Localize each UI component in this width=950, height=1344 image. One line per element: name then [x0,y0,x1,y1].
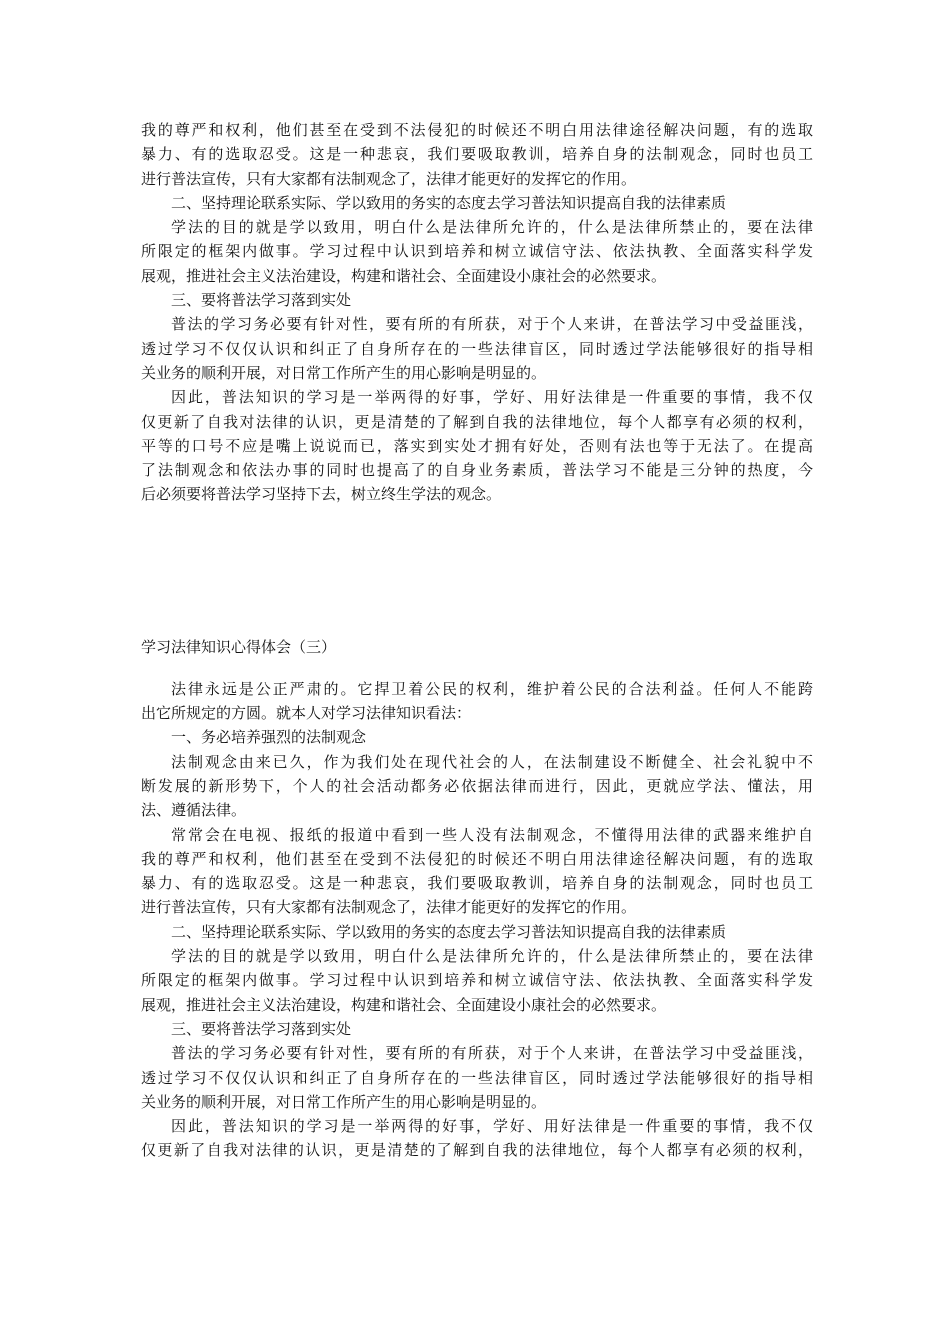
text-line: 三、要将普法学习落到实处 [171,291,352,310]
text-line: 我的尊严和权利，他们甚至在受到不法侵犯的时候还不明白用法律途径解决问题，有的选取 [141,121,813,139]
title-spacer [141,659,813,677]
text-line: 进行普法宣传，只有大家都有法制观念了，法律才能更好的发挥它的作用。 [141,898,637,917]
text-line: 展观，推进社会主义法治建设，构建和谐社会、全面建设小康社会的必然要求。 [141,995,667,1014]
text-line: 透过学习不仅仅认识和纠正了自身所存在的一些法律盲区，同时透过学法能够很好的指导相 [141,1068,813,1087]
text-line: 法制观念由来已久，作为我们处在现代社会的人，在法制建设不断健全、社会礼貌中不 [171,752,813,771]
text-line: 了法制观念和依法办事的同时也提高了的自身业务素质，普法学习不能是三分钟的热度，今 [141,461,813,480]
text-line: 仅更新了自我对法律的认识，更是清楚的了解到自我的法律地位，每个人都享有必须的权利， [141,412,813,431]
section-spacer [141,507,813,635]
text-line: 关业务的顺利开展，对日常工作所产生的用心影响是明显的。 [141,363,547,382]
text-line: 我的尊严和权利，他们甚至在受到不法侵犯的时候还不明白用法律途径解决问题，有的选取 [141,849,813,868]
section-title: 学习法律知识心得体会（三） [141,637,337,656]
text-line: 仅更新了自我对法律的认识，更是清楚的了解到自我的法律地位，每个人都享有必须的权利， [141,1141,813,1160]
text-line: 暴力、有的选取忍受。这是一种悲哀，我们要吸取教训，培养自身的法制观念，同时也员工 [141,145,813,164]
text-line: 普法的学习务必要有针对性，要有所的有所获，对于个人来讲，在普法学习中受益匪浅， [171,1044,813,1063]
body-text-bottom [141,677,813,1163]
text-line: 进行普法宣传，只有大家都有法制观念了，法律才能更好的发挥它的作用。 [141,169,637,188]
text-line: 所限定的框架内做事。学习过程中认识到培养和树立诚信守法、依法执教、全面落实科学发 [141,242,813,261]
text-line: 法、遵循法律。 [141,801,247,820]
text-line: 普法的学习务必要有针对性，要有所的有所获，对于个人来讲，在普法学习中受益匪浅， [171,315,813,334]
text-line: 法律永远是公正严肃的。它捍卫着公民的权利，维护着公民的合法利益。任何人不能跨 [171,679,813,698]
text-line: 透过学习不仅仅认识和纠正了自身所存在的一些法律盲区，同时透过学法能够很好的指导相 [141,339,813,358]
text-line: 一、务必培养强烈的法制观念 [171,728,367,747]
text-line: 暴力、有的选取忍受。这是一种悲哀，我们要吸取教训，培养自身的法制观念，同时也员工 [141,874,813,893]
body-text-top [141,118,813,507]
text-line: 后必须要将普法学习坚持下去，树立终生学法的观念。 [141,485,502,504]
text-line: 三、要将普法学习落到实处 [171,1019,352,1038]
text-line: 常常会在电视、报纸的报道中看到一些人没有法制观念，不懂得用法律的武器来维护自 [171,825,813,844]
text-line: 因此，普法知识的学习是一举两得的好事，学好、用好法律是一件重要的事情，我不仅 [171,388,813,407]
text-line: 二、坚持理论联系实际、学以致用的务实的态度去学习普法知识提高自我的法律素质 [171,922,727,941]
text-line: 关业务的顺利开展，对日常工作所产生的用心影响是明显的。 [141,1092,547,1111]
text-line: 学法的目的就是学以致用，明白什么是法律所允许的，什么是法律所禁止的，要在法律 [171,218,813,237]
text-line: 所限定的框架内做事。学习过程中认识到培养和树立诚信守法、依法执教、全面落实科学发 [141,971,813,990]
text-line: 展观，推进社会主义法治建设，构建和谐社会、全面建设小康社会的必然要求。 [141,266,667,285]
text-line: 平等的口号不应是嘴上说说而已，落实到实处才拥有好处，否则有法也等于无法了。在提高 [141,436,813,455]
text-line: 学法的目的就是学以致用，明白什么是法律所允许的，什么是法律所禁止的，要在法律 [171,947,813,966]
text-line: 断发展的新形势下，个人的社会活动都务必依据法律而进行，因此，更就应学法、懂法，用 [141,776,813,795]
text-line: 因此，普法知识的学习是一举两得的好事，学好、用好法律是一件重要的事情，我不仅 [171,1117,813,1136]
document-page [141,118,813,1163]
text-line: 出它所规定的方圆。就本人对学习法律知识看法： [141,704,472,723]
text-line: 二、坚持理论联系实际、学以致用的务实的态度去学习普法知识提高自我的法律素质 [171,193,727,212]
